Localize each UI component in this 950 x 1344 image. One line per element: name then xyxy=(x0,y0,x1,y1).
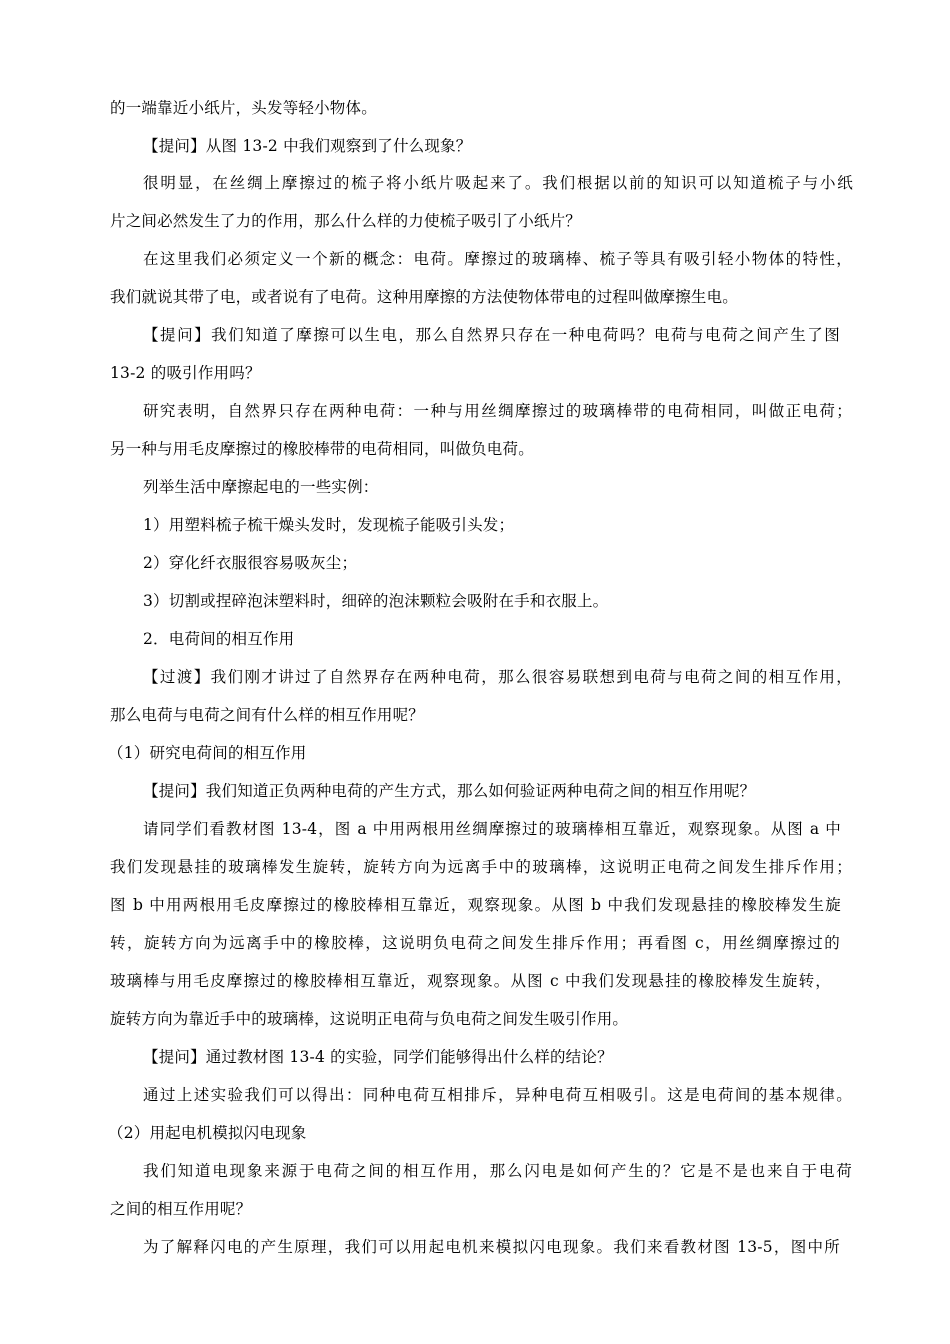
question-line: 【提问】通过教材图 13-4 的实验，同学们能够得出什么样的结论？ xyxy=(143,1048,613,1066)
paragraph-line: 13-2 的吸引作用吗？ xyxy=(110,364,261,382)
paragraph-line: 转，旋转方向为远离手中的橡胶棒，这说明负电荷之间发生排斥作用；再看图 c，用丝绸摩擦过的 xyxy=(110,934,840,952)
paragraph-line: 那么电荷与电荷之间有什么样的相互作用呢？ xyxy=(110,706,425,724)
paragraph-line: 我们发现悬挂的玻璃棒发生旋转，旋转方向为远离手中的玻璃棒，这说明正电荷之间发生排斥作用； xyxy=(110,858,852,876)
paragraph-line: 在这里我们必须定义一个新的概念：电荷。摩擦过的玻璃棒、梳子等具有吸引轻小物体的特性， xyxy=(143,250,852,268)
paragraph-line: 之间的相互作用呢？ xyxy=(110,1200,252,1218)
question-line: 【提问】从图 13-2 中我们观察到了什么现象？ xyxy=(143,137,472,155)
subsection-heading: （2）用起电机模拟闪电现象 xyxy=(108,1124,307,1142)
conclusion-line: 通过上述实验我们可以得出：同种电荷互相排斥，异种电荷互相吸引。这是电荷间的基本规律。 xyxy=(143,1086,852,1104)
list-item: 3）切割或捏碎泡沫塑料时，细碎的泡沫颗粒会吸附在手和衣服上。 xyxy=(143,592,609,610)
transition-line: 【过渡】我们刚才讲过了自然界存在两种电荷，那么很容易联想到电荷与电荷之间的相互作用， xyxy=(143,668,852,686)
question-line: 【提问】我们知道了摩擦可以生电，那么自然界只存在一种电荷吗？电荷与电荷之间产生了图 xyxy=(143,326,840,344)
paragraph-line: 片之间必然发生了力的作用，那么什么样的力使梳子吸引了小纸片？ xyxy=(110,212,582,230)
paragraph-line: 为了解释闪电的产生原理，我们可以用起电机来模拟闪电现象。我们来看教材图 13-5，图中所 xyxy=(143,1238,840,1256)
paragraph-line: 我们知道电现象来源于电荷之间的相互作用，那么闪电是如何产生的？它是不是也来自于电荷 xyxy=(143,1162,852,1180)
paragraph-line: 我们就说其带了电，或者说有了电荷。这种用摩擦的方法使物体带电的过程叫做摩擦生电。 xyxy=(110,288,739,306)
paragraph-line: 旋转方向为靠近手中的玻璃棒，这说明正电荷与负电荷之间发生吸引作用。 xyxy=(110,1010,629,1028)
question-line: 【提问】我们知道正负两种电荷的产生方式，那么如何验证两种电荷之间的相互作用呢？ xyxy=(143,782,756,800)
paragraph-line: 请同学们看教材图 13-4，图 a 中用两根用丝绸摩擦过的玻璃棒相互靠近，观察现象。从图 a 中 xyxy=(143,820,841,838)
paragraph-line: 很明显，在丝绸上摩擦过的梳子将小纸片吸起来了。我们根据以前的知识可以知道梳子与小纸 xyxy=(143,174,853,192)
section-heading: 2．电荷间的相互作用 xyxy=(143,630,295,648)
paragraph-line: 研究表明，自然界只存在两种电荷：一种与用丝绸摩擦过的玻璃棒带的电荷相同，叫做正电荷； xyxy=(143,402,852,420)
paragraph-line: 的一端靠近小纸片，头发等轻小物体。 xyxy=(110,99,377,117)
paragraph-line: 玻璃棒与用毛皮摩擦过的橡胶棒相互靠近，观察现象。从图 c 中我们发现悬挂的橡胶棒发生旋转， xyxy=(110,972,831,990)
subsection-heading: （1）研究电荷间的相互作用 xyxy=(108,744,307,762)
paragraph-line: 列举生活中摩擦起电的一些实例： xyxy=(143,478,379,496)
paragraph-line: 另一种与用毛皮摩擦过的橡胶棒带的电荷相同，叫做负电荷。 xyxy=(110,440,534,458)
paragraph-line: 图 b 中用两根用毛皮摩擦过的橡胶棒相互靠近，观察现象。从图 b 中我们发现悬挂的橡胶棒发生旋 xyxy=(110,896,841,914)
list-item: 2）穿化纤衣服很容易吸灰尘； xyxy=(143,554,358,572)
list-item: 1）用塑料梳子梳干燥头发时，发现梳子能吸引头发； xyxy=(143,516,515,534)
